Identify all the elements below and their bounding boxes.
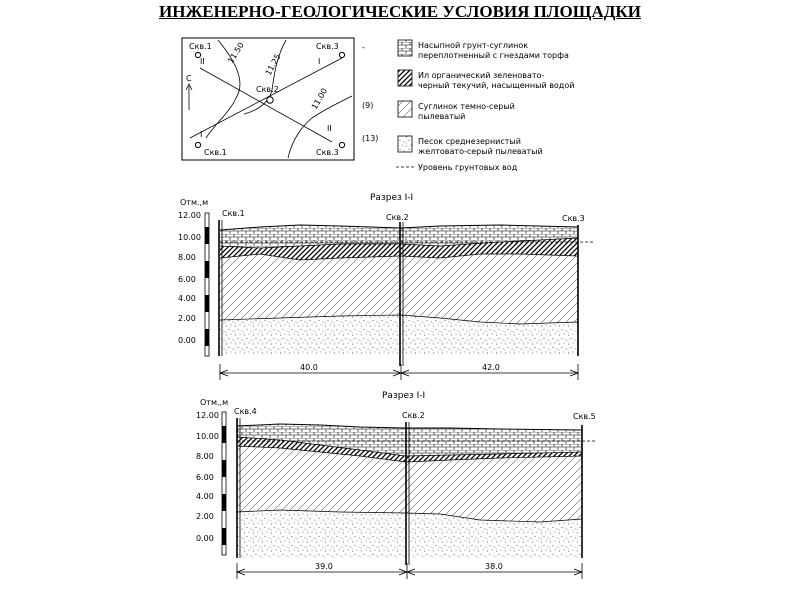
legend-text: Песок среднезернистый: [418, 137, 521, 146]
tick-label: 4.00: [196, 492, 214, 501]
legend-text: Суглинок темно-серый: [418, 102, 515, 111]
legend-text: Насыпной грунт-суглинок: [418, 41, 529, 50]
section-1: [178, 193, 594, 380]
tick-label: 12.00: [196, 411, 219, 420]
well-label: Скв.3: [562, 214, 585, 223]
well-label: Скв.5: [573, 412, 596, 421]
plan-well-label: Скв.2: [256, 85, 279, 94]
section-mark: II: [200, 57, 205, 66]
legend-swatch-fill: [398, 40, 412, 56]
legend-swatch-loam: [398, 101, 412, 117]
legend-code: -: [362, 43, 365, 52]
well-label: Скв.4: [234, 407, 257, 416]
plan-well-label: Скв.1: [189, 42, 212, 51]
axis-label: Отм.,м: [200, 398, 229, 407]
distance-label: 40.0: [300, 363, 318, 372]
legend-text: желтовато-серый пылеватый: [418, 147, 543, 156]
plan-well-2: [267, 97, 273, 103]
section-mark: I: [200, 130, 203, 139]
section-2: [196, 391, 596, 579]
tick-label: 10.00: [178, 233, 201, 242]
contour-label: 11.50: [226, 40, 246, 66]
tick-label: 6.00: [196, 473, 214, 482]
contour-11-25: [244, 40, 286, 114]
tick-label: 0.00: [196, 534, 214, 543]
section-title: Разрез I-I: [370, 193, 414, 203]
contour-label: 11.25: [263, 52, 283, 77]
plan-well-label: Скв.1: [204, 148, 227, 157]
tick-label: 6.00: [178, 275, 196, 284]
contour-label: 11.00: [309, 86, 330, 111]
section-mark: I: [318, 57, 321, 66]
section-title: Разрез I-I: [382, 391, 426, 401]
legend-text: черный текучий, насыщенный водой: [418, 81, 575, 90]
legend-text: пылеватый: [418, 112, 466, 121]
tick-label: 2.00: [196, 512, 214, 521]
north-label: С: [186, 74, 192, 83]
well-label: Скв.2: [402, 411, 425, 420]
legend-text: Уровень грунтовых вод: [418, 163, 518, 172]
legend-swatch-silt: [398, 70, 412, 86]
tick-label: 0.00: [178, 336, 196, 345]
site-plan: [182, 38, 354, 160]
tick-label: 10.00: [196, 432, 219, 441]
tick-label: 4.00: [178, 294, 196, 303]
distance-label: 42.0: [482, 363, 500, 372]
tick-label: 8.00: [196, 452, 214, 461]
legend-code: (13): [362, 134, 379, 143]
distance-label: 38.0: [485, 562, 503, 571]
legend-code: (9): [362, 101, 374, 110]
plan-well-1-bottom: [195, 142, 200, 147]
tick-label: 8.00: [178, 253, 196, 262]
legend: [362, 40, 574, 172]
tick-label: 2.00: [178, 314, 196, 323]
well-label: Скв.2: [386, 213, 409, 222]
plan-well-3: [339, 52, 344, 57]
plan-well-label: Скв.3: [316, 148, 339, 157]
tick-label: 12.00: [178, 211, 201, 220]
well-label: Скв.1: [222, 209, 245, 218]
distance-label: 39.0: [315, 562, 333, 571]
page-title: ИНЖЕНЕРНО-ГЕОЛОГИЧЕСКИЕ УСЛОВИЯ ПЛОЩАДКИ: [159, 2, 641, 21]
plan-well-3-bottom: [339, 142, 344, 147]
legend-swatch-sand: [398, 136, 412, 152]
plan-well-label: Скв.3: [316, 42, 339, 51]
legend-text: переплотненный с гнездами торфа: [418, 51, 569, 60]
legend-text: Ил органический зеленовато-: [418, 71, 545, 80]
section-mark: II: [327, 124, 332, 133]
axis-label: Отм.,м: [180, 198, 209, 207]
